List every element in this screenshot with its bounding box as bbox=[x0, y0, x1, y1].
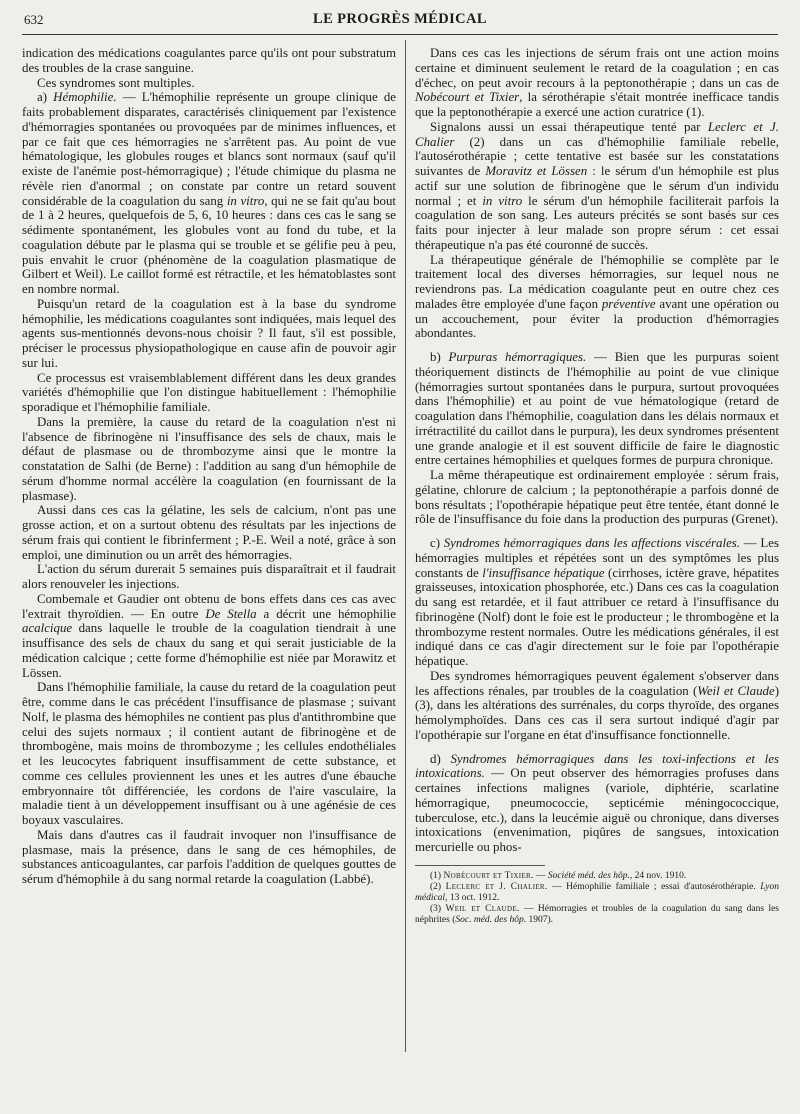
paragraph: Des syndromes hémorragiques peuvent également s'observer dans les affections rénales, par troubles de la coagulation (Weil et Claude) (3), dans les altérations des surrénales, du corps thyroïde, des organes hémolymphoïdes. Dans ces cas il sera surtout indiqué d'agir par l'opothérapie sur l'organe en état d'insuffisance fonctionnelle. bbox=[415, 668, 779, 742]
left-column bbox=[22, 46, 396, 887]
header-rule bbox=[22, 34, 778, 35]
section-heading: Syndromes hémorragiques dans les toxi-infections et les intoxications. bbox=[415, 751, 779, 781]
paragraph: Mais dans d'autres cas il faudrait invoquer non l'insuffisance de plasmase, mais la présence, dans le sang de ces hémophiles, de substances anticoagulantes, car parfois l'addition de quelques gouttes de sérum d'hémophile à du sang normal retarde la coagulation (Labbé). bbox=[22, 827, 396, 886]
paragraph: La même thérapeutique est ordinairement employée : sérum frais, gélatine, chlorure de calcium ; la peptonothérapie a parfois donné de bons résultats ; l'opothérapie hépatique peut être tentée, étant donné le rôle de l'insuffisance du foie dans la production des purpuras (Grenet). bbox=[415, 468, 779, 527]
paragraph: Dans l'hémophilie familiale, la cause du retard de la coagulation peut être, comme dans le cas précédent l'insuffisance de plasmase ; suivant Nolf, le plasma des hémophiles ne contient pas plus d'antithrombine que celui des sujets normaux ; il contient autant de fibrinogène et de thrombogène, mais moins de thrombozyme ; les cellules endothéliales et les leucocytes fabriquent insuffisamment de cette substance, et comme ces cellules proviennent les unes et les autres d'une ébauche embryonnaire tôt différenciée, les cordons de l'aire vasculaire, la maladie tient à un développement insuffisant ou à une agénésie de ces boyaux vasculaires. bbox=[22, 680, 396, 827]
paragraph: Dans la première, la cause du retard de la coagulation n'est ni l'absence de fibrinogène ni l'insuffisance des sels de chaux, mais le défaut de plasmase ou de thrombozyme ainsi que le montre la constatation de Salhi (de Berne) : l'addition au sang d'un hémophile de sérum d'homme normal accélère la coagulation (en fournissant de la plasmase). bbox=[22, 414, 396, 503]
section-heading: Hémophilie. bbox=[53, 90, 117, 105]
footnote: (1) Nobécourt et Tixier. — Société méd. des hôp., 24 nov. 1910. bbox=[430, 870, 687, 881]
paragraph: Ce processus est vraisemblablement différent dans les deux grandes variétés d'hémophilie que l'on distingue habituellement : l'hémophilie sporadique et l'hémophilie familiale. bbox=[22, 370, 396, 414]
right-column bbox=[415, 46, 779, 926]
paragraph: Ces syndromes sont multiples. bbox=[37, 75, 195, 90]
footnote: (2) Leclerc et J. Chalier. — Hémophilie familiale ; essai d'autosérothérapie. Lyon médical, 13 oct. 1912. bbox=[415, 881, 779, 903]
paragraph: La thérapeutique générale de l'hémophilie se complète par le traitement local des diverses hémorragies, sur lequel nous ne reviendrons pas. La médication coagulante peut en outre chez ces malades être employée d'une façon préventive avant une opération ou un accouchement, pour éviter la production d'hémorragies abondantes. bbox=[415, 252, 779, 341]
paragraph: Puisqu'un retard de la coagulation est à la base du syndrome hémophilie, les médications coagulantes sont indiquées, mais lequel des agents sus-mentionnés devons-nous choisir ? Il faut, s'il est possible, préciser le processus physiopathologique en cause afin de pouvoir agir sur lui. bbox=[22, 296, 396, 370]
paragraph-toxi-infections: d) Syndromes hémorragiques dans les toxi-infections et les intoxications. — On peut observer des hémorragies profuses dans certaines infections malignes (variole, diphtérie, scarlatine hémorragique, pneumococcie, septicémie méningococcique, tuberculose, etc.), dans la leucémie aiguë ou chronique, dans diverses intoxications (envenimation, piqûres de sangsues, intoxication mercurielle ou phos- bbox=[415, 751, 779, 854]
paragraph: Aussi dans ces cas la gélatine, les sels de calcium, n'ont pas une grosse action, et on a surtout obtenu des résultats par les injections de sérum frais qui contient le fibrinferment ; P.-E. Weil a noté, grâce à son emploi, une diminution ou un arrêt des hémorragies. bbox=[22, 503, 396, 562]
section-heading: Syndromes hémorragiques dans les affections viscérales. bbox=[443, 536, 741, 550]
page-number: 632 bbox=[24, 12, 44, 27]
section-heading: Purpuras hémorragiques. bbox=[448, 350, 587, 364]
running-header bbox=[24, 10, 776, 32]
paragraph: Combemale et Gaudier ont obtenu de bons effets dans ces cas avec l'extrait thyroïdien. — En outre De Stella a décrit une hémophilie acalcique dans laquelle le trouble de la coagulation tiendrait à une insuffisance des sels de chaux du sang et qui serait justiciable de la médication calcique ; cette forme d'hémophilie est niée par Morawitz et Lössen. bbox=[22, 591, 396, 680]
journal-title: LE PROGRÈS MÉDICAL bbox=[313, 11, 487, 27]
column-rule bbox=[405, 40, 406, 1052]
paragraph: indication des médications coagulantes parce qu'ils ont pour substratum des troubles de la crase sanguine. bbox=[22, 46, 396, 75]
paragraph-hemophilie: a) Hémophilie. — L'hémophilie représente un groupe clinique de faits probablement disparates, caractérisés cliniquement par l'existence d'hémorragies spontanées ou provoquées par de minimes influences, et par ce fait que ces hémorragies ne s'arrêtent pas. Au point de vue hématologique, les globules rouges et blancs sont normaux (sauf qu'il existe de l'anémie post-hémorragique) ; l'étude chimique du plasma ne révèle rien d'anormal ; on constate par contre un retard souvent considérable de la coagulation du sang in vitro, qui ne se fait qu'au bout de 1 à 2 heures, quelquefois de 5, 6, 10 heures : dans ces cas le sang se sédimente spontanément, les globules vont au fond du tube, et la coagulation débute par le plasma qui se trouble et se gélifie peu à peu, puis envahit le cruor (phénomène de la coagulation plasmatique de Gilbert et Weil). Le caillot formé est rétractile, et les hématoblastes sont en nombre normal. bbox=[22, 90, 396, 296]
paragraph-purpuras: b) Purpuras hémorragiques. — Bien que les purpuras soient théoriquement distincts de l'hémophilie au point de vue clinique (hémorragies surtout spontanées dans le purpura, surtout provoquées dans l'hémophilie) et au point de vue hématologique (retard de coagulation dans l'hémophilie, coagulation dans les délais normaux et irrétractilité du caillot dans le purpura), les deux syndromes présentent une grande analogie et il est souvent difficile de faire le diagnostic entre certaines hémophilies et quelques formes de purpura chronique. bbox=[415, 350, 779, 468]
paragraph-affections-viscerales: c) Syndromes hémorragiques dans les affections viscérales. — Les hémorragies multiples et répétées sont un des symptômes les plus constants de l'insuffisance hépatique (cirrhoses, ictère grave, hépatites graisseuses, intoxication phosphorée, etc.) Dans ces cas la coagulation du sang est retardée, et il faut attribuer ce retard à l'insuffisance du fibrinogène (Nolf) dont le foie est le producteur ; le thrombogène et la thrombozyme restent normales. Outre les médications générales, il est indiqué dans ce cas d'agir directement sur le foie par l'opothérapie hépatique. bbox=[415, 536, 779, 668]
paragraph: Dans ces cas les injections de sérum frais ont une action moins certaine et diminuent seulement le retard de la coagulation ; en cas d'échec, on peut avoir recours à la peptonothérapie ; dans un cas de Nobécourt et Tixier, la sérothérapie s'était montrée inefficace tandis que la peptonothérapie a exercé une action curatrice (1). bbox=[415, 46, 780, 119]
footnote: (3) Weil et Claude. — Hémorragies et troubles de la coagulation du sang dans les néphrites (Soc. méd. des hôp. 1907). bbox=[415, 903, 780, 925]
paragraph: L'action du sérum durerait 5 semaines puis disparaîtrait et il faudrait alors renouveler les injections. bbox=[22, 562, 396, 591]
footnote-rule bbox=[415, 865, 545, 866]
paragraph: Signalons aussi un essai thérapeutique tenté par Leclerc et J. Chalier (2) dans un cas d'hémophilie familiale rebelle, l'autosérothérapie ; cette tentative est basée sur les constatations suivantes de Moravitz et Lössen : le sérum d'un hémophile est plus actif sur une solution de fibrinogène que le sérum d'un individu normal ; et in vitro le sérum d'un hémophile faciliterait parfois la coagulation de son sang. Les auteurs précités se sont basés sur ces faits pour injecter à leur malade son propre sérum : cet essai thérapeutique n'a pas été couronné de succès. bbox=[415, 119, 780, 252]
